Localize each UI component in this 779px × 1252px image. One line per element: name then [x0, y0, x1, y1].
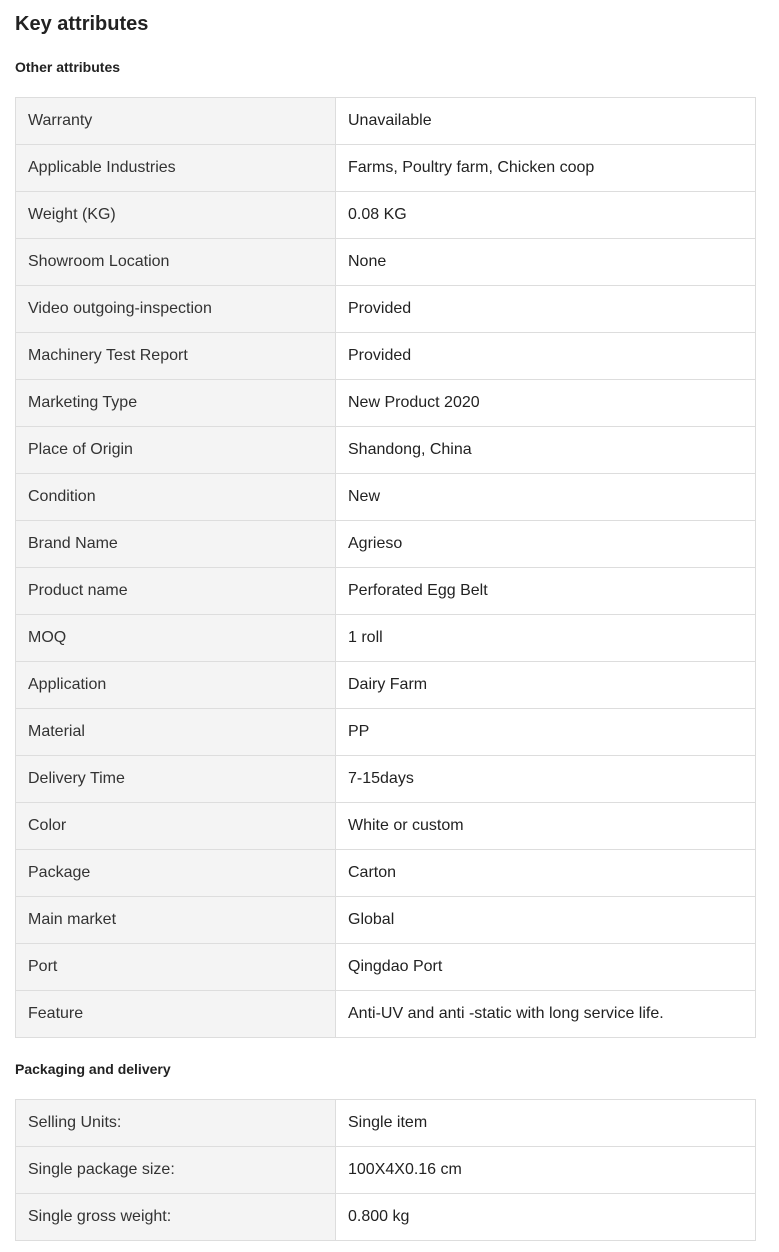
attribute-value: Qingdao Port [336, 944, 756, 991]
attribute-key: Showroom Location [16, 239, 336, 286]
other-attributes-heading: Other attributes [15, 59, 121, 75]
attribute-key: Weight (KG) [16, 192, 336, 239]
attribute-key: Selling Units: [16, 1100, 336, 1147]
attribute-key: Main market [16, 897, 336, 944]
attribute-row [16, 1147, 756, 1194]
attribute-value: None [336, 239, 756, 286]
attribute-key: Machinery Test Report [16, 333, 336, 380]
attribute-row [16, 568, 756, 615]
attribute-value: PP [336, 709, 756, 756]
attribute-value: Perforated Egg Belt [336, 568, 756, 615]
attribute-row [16, 239, 756, 286]
attribute-value: New [336, 474, 756, 521]
attribute-key: Single package size: [16, 1147, 336, 1194]
attribute-value: White or custom [336, 803, 756, 850]
attribute-value: Carton [336, 850, 756, 897]
attribute-key: Color [16, 803, 336, 850]
attribute-row [16, 427, 756, 474]
attribute-key: Package [16, 850, 336, 897]
attribute-row [16, 709, 756, 756]
attribute-value: 0.08 KG [336, 192, 756, 239]
attribute-key: Port [16, 944, 336, 991]
attribute-key: MOQ [16, 615, 336, 662]
attribute-key: Place of Origin [16, 427, 336, 474]
attribute-value: Single item [336, 1100, 756, 1147]
attribute-row [16, 850, 756, 897]
attribute-value: Unavailable [336, 98, 756, 145]
attribute-key: Product name [16, 568, 336, 615]
packaging-heading: Packaging and delivery [15, 1061, 171, 1077]
attribute-row [16, 803, 756, 850]
attribute-value: Anti-UV and anti -static with long service life. [336, 991, 756, 1038]
attribute-value: New Product 2020 [336, 380, 756, 427]
other-attributes-table [15, 97, 756, 1038]
attribute-value: Dairy Farm [336, 662, 756, 709]
attribute-value: Global [336, 897, 756, 944]
attribute-row [16, 1100, 756, 1147]
attribute-value: Agrieso [336, 521, 756, 568]
other-attributes-body [16, 98, 756, 1038]
attribute-row [16, 944, 756, 991]
attribute-row [16, 333, 756, 380]
attribute-key: Feature [16, 991, 336, 1038]
attribute-value: 0.800 kg [336, 1194, 756, 1241]
attribute-row [16, 897, 756, 944]
attribute-key: Material [16, 709, 336, 756]
attribute-value: Shandong, China [336, 427, 756, 474]
attribute-row [16, 474, 756, 521]
attribute-row [16, 662, 756, 709]
attribute-value: 100X4X0.16 cm [336, 1147, 756, 1194]
attribute-row [16, 145, 756, 192]
attribute-value: Provided [336, 286, 756, 333]
attribute-row [16, 991, 756, 1038]
attribute-value: Provided [336, 333, 756, 380]
attribute-key: Application [16, 662, 336, 709]
attribute-value: 7-15days [336, 756, 756, 803]
attribute-row [16, 1194, 756, 1241]
attribute-key: Condition [16, 474, 336, 521]
attribute-row [16, 615, 756, 662]
attribute-value: 1 roll [336, 615, 756, 662]
packaging-table [15, 1099, 756, 1241]
attribute-row [16, 756, 756, 803]
attribute-key: Video outgoing-inspection [16, 286, 336, 333]
attribute-key: Delivery Time [16, 756, 336, 803]
page-title: Key attributes [15, 13, 149, 35]
attribute-key: Marketing Type [16, 380, 336, 427]
attribute-row [16, 286, 756, 333]
packaging-body [16, 1100, 756, 1241]
attribute-key: Single gross weight: [16, 1194, 336, 1241]
attribute-row [16, 192, 756, 239]
attribute-row [16, 380, 756, 427]
attribute-key: Applicable Industries [16, 145, 336, 192]
attribute-value: Farms, Poultry farm, Chicken coop [336, 145, 756, 192]
attribute-row [16, 98, 756, 145]
attribute-key: Brand Name [16, 521, 336, 568]
attribute-key: Warranty [16, 98, 336, 145]
attribute-row [16, 521, 756, 568]
